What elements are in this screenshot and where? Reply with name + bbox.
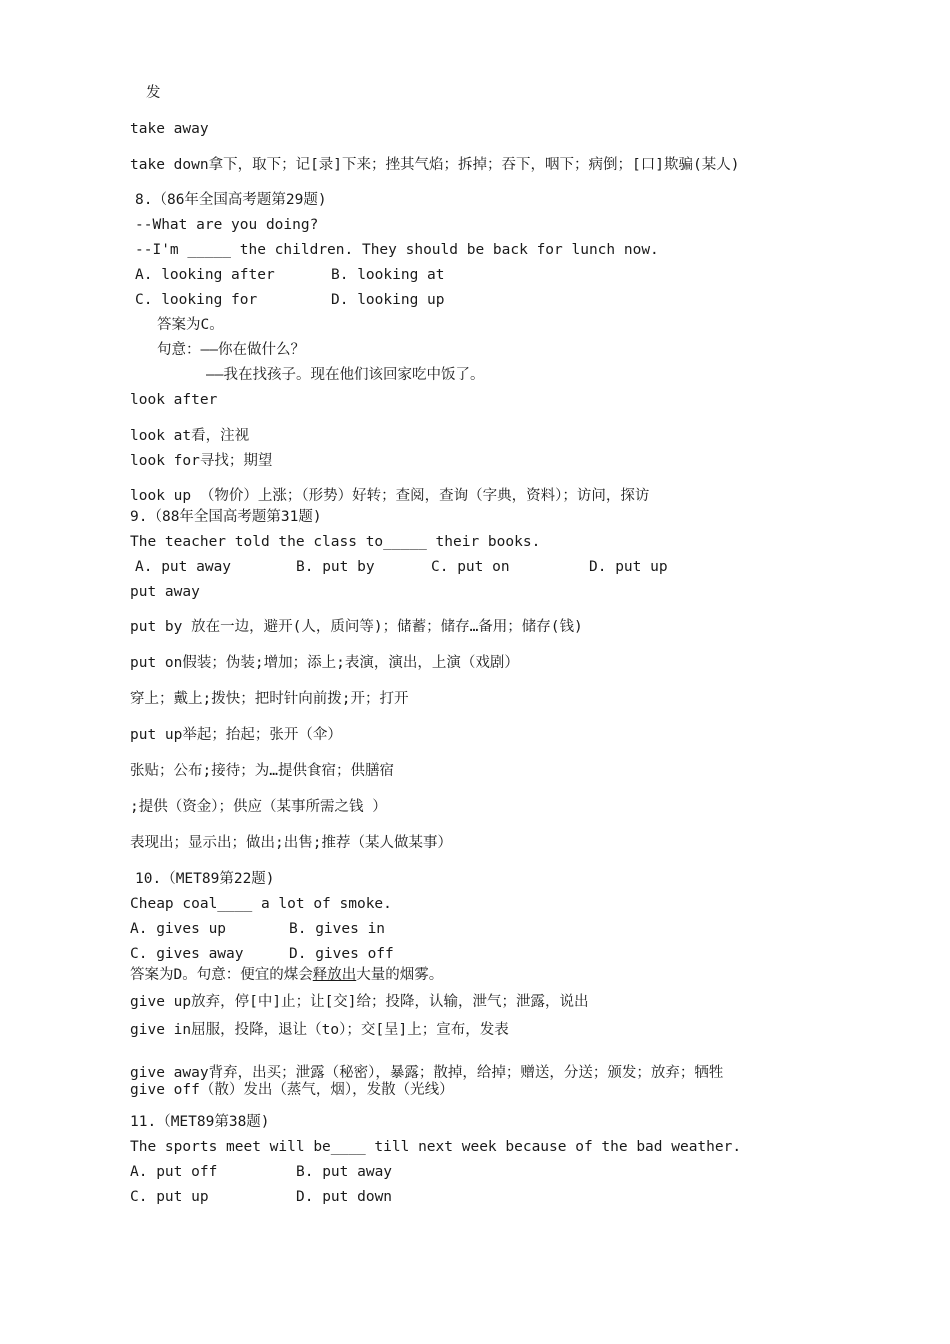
option-a: A. looking after (135, 267, 275, 283)
option-d: D. put up (589, 559, 668, 575)
option-a: A. put away (135, 559, 232, 575)
question-heading: 10.（MET89第22题) (135, 871, 275, 887)
text-line: give up放弃，停[中]止；让[交]给；投降，认输，泄气；泄露，说出 (130, 994, 589, 1010)
option-c: C. gives away (130, 946, 244, 962)
question-text: --What are you doing? (135, 217, 319, 233)
text-line: put by 放在一边，避开(人，质问等)；储蓄；储存…备用；储存(钱) (130, 619, 583, 635)
text-line: look up （物价）上涨；（形势）好转；查阅，查询（字典，资料）；访问，探访 (130, 488, 650, 504)
question-text: Cheap coal____ a lot of smoke. (130, 896, 392, 912)
answer-text (130, 966, 443, 984)
option-b: B. looking at (331, 267, 445, 283)
answer-text: 答案为C。 (157, 317, 224, 333)
text-line: put up举起；抬起；张开（伞） (130, 727, 342, 743)
text-line: put away (130, 584, 200, 600)
option-a: A. gives up (130, 921, 227, 937)
question-heading: 8.（86年全国高考题第29题) (135, 192, 327, 208)
option-d: D. put down (296, 1189, 393, 1205)
text-line: give in屈服，投降，退让（to）；交[呈]上；宣布，发表 (130, 1022, 509, 1038)
question-text: The teacher told the class to_____ their books. (130, 534, 541, 550)
text-line: 发 (146, 85, 161, 101)
question-text: --I'm _____ the children. They should be back for lunch now. (135, 242, 659, 258)
text-line: give off（散）发出（蒸气，烟），发散（光线） (130, 1082, 454, 1098)
text-line: put on假装；伪装;增加；添上;表演，演出，上演（戏剧） (130, 655, 519, 671)
text-line: look for寻找；期望 (130, 453, 273, 469)
question-heading: 11.（MET89第38题) (130, 1114, 270, 1130)
option-c: C. looking for (135, 292, 258, 308)
option-d: D. gives off (289, 946, 394, 962)
text-line: 表现出；显示出；做出;出售;推荐（某人做某事） (130, 835, 452, 851)
option-b: B. put by (296, 559, 375, 575)
answer-prefix: 答案为D。句意：便宜的煤会 (130, 967, 313, 983)
underlined-phrase: 释放出 (312, 967, 357, 983)
question-heading: 9.（88年全国高考题第31题) (130, 509, 322, 525)
answer-suffix: 大量的烟雾。 (356, 967, 444, 983)
text-line: 穿上；戴上;拨快；把时针向前拨;开；打开 (130, 691, 409, 707)
question-text: The sports meet will be____ till next week because of the bad weather. (130, 1139, 742, 1155)
option-c: C. put up (130, 1189, 209, 1205)
option-a: A. put off (130, 1164, 218, 1180)
text-line: ;提供（资金）；供应（某事所需之钱 ） (130, 799, 387, 815)
text-line: look after (130, 392, 218, 408)
option-c: C. put on (431, 559, 510, 575)
text-line: 张贴；公布;接待；为…提供食宿；供膳宿 (130, 763, 394, 779)
option-b: B. put away (296, 1164, 393, 1180)
meaning-text: 句意：——你在做什么？ (157, 342, 305, 358)
text-line: look at看，注视 (130, 428, 250, 444)
option-b: B. gives in (289, 921, 386, 937)
text-line: take away (130, 121, 209, 137)
text-line: take down拿下，取下；记[录]下来；挫其气焰；拆掉；吞下，咽下；病倒；[口]欺骗(某人) (130, 157, 740, 173)
text-line: give away背弃，出买；泄露（秘密），暴露；散掉，给掉；赠送，分送；颁发；放弃；牺牲 (130, 1065, 724, 1081)
meaning-text: ——我在找孩子。现在他们该回家吃中饭了。 (206, 367, 485, 383)
option-d: D. looking up (331, 292, 445, 308)
